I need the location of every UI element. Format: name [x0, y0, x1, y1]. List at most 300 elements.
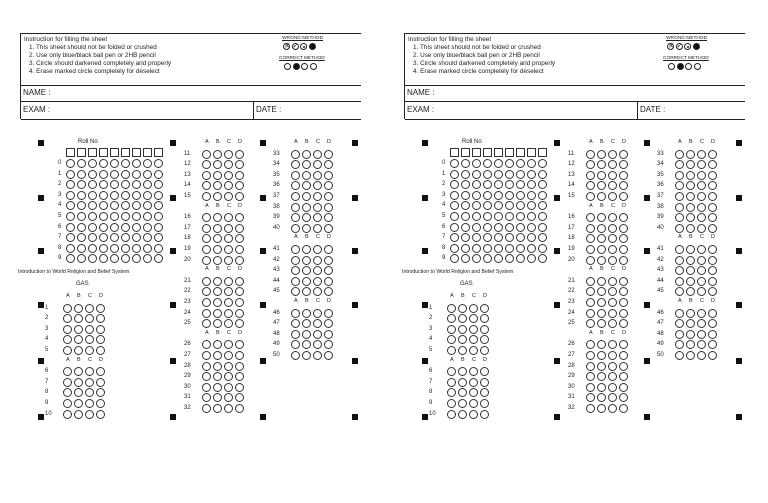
roll-bubble[interactable]: [538, 212, 547, 221]
answer-bubble[interactable]: [213, 404, 222, 413]
answer-bubble[interactable]: [697, 351, 706, 360]
roll-bubble[interactable]: [483, 159, 492, 168]
answer-bubble[interactable]: [697, 340, 706, 349]
answer-bubble[interactable]: [686, 192, 695, 201]
answer-bubble[interactable]: [291, 203, 300, 212]
answer-bubble[interactable]: [291, 256, 300, 265]
answer-bubble[interactable]: [291, 266, 300, 275]
answer-bubble[interactable]: [608, 372, 617, 381]
answer-bubble[interactable]: [235, 383, 244, 392]
answer-bubble[interactable]: [619, 404, 628, 413]
roll-bubble[interactable]: [77, 212, 86, 221]
answer-bubble[interactable]: [74, 399, 83, 408]
answer-bubble[interactable]: [291, 192, 300, 201]
roll-bubble[interactable]: [121, 233, 130, 242]
roll-bubble[interactable]: [66, 233, 75, 242]
answer-bubble[interactable]: [85, 304, 94, 313]
roll-bubble[interactable]: [99, 233, 108, 242]
answer-bubble[interactable]: [608, 383, 617, 392]
answer-bubble[interactable]: [324, 287, 333, 296]
answer-bubble[interactable]: [619, 277, 628, 286]
answer-bubble[interactable]: [63, 325, 72, 334]
roll-bubble[interactable]: [99, 180, 108, 189]
roll-bubble[interactable]: [472, 180, 481, 189]
roll-bubble[interactable]: [461, 223, 470, 232]
answer-bubble[interactable]: [224, 404, 233, 413]
answer-bubble[interactable]: [597, 224, 606, 233]
answer-bubble[interactable]: [291, 171, 300, 180]
answer-bubble[interactable]: [202, 351, 211, 360]
answer-bubble[interactable]: [224, 393, 233, 402]
answer-bubble[interactable]: [608, 234, 617, 243]
roll-bubble[interactable]: [494, 201, 503, 210]
answer-bubble[interactable]: [224, 372, 233, 381]
answer-bubble[interactable]: [708, 266, 717, 275]
answer-bubble[interactable]: [608, 287, 617, 296]
answer-bubble[interactable]: [458, 335, 467, 344]
roll-bubble[interactable]: [132, 233, 141, 242]
roll-bubble[interactable]: [132, 244, 141, 253]
answer-bubble[interactable]: [202, 245, 211, 254]
answer-bubble[interactable]: [608, 309, 617, 318]
roll-no-box[interactable]: [88, 148, 97, 157]
roll-no-box[interactable]: [77, 148, 86, 157]
answer-bubble[interactable]: [619, 298, 628, 307]
answer-bubble[interactable]: [675, 192, 684, 201]
roll-bubble[interactable]: [472, 223, 481, 232]
answer-bubble[interactable]: [202, 224, 211, 233]
roll-bubble[interactable]: [505, 223, 514, 232]
roll-bubble[interactable]: [538, 180, 547, 189]
answer-bubble[interactable]: [586, 181, 595, 190]
answer-bubble[interactable]: [708, 160, 717, 169]
roll-bubble[interactable]: [77, 233, 86, 242]
answer-bubble[interactable]: [74, 304, 83, 313]
roll-bubble[interactable]: [77, 244, 86, 253]
answer-bubble[interactable]: [708, 351, 717, 360]
answer-bubble[interactable]: [608, 213, 617, 222]
answer-bubble[interactable]: [213, 393, 222, 402]
answer-bubble[interactable]: [291, 181, 300, 190]
answer-bubble[interactable]: [291, 319, 300, 328]
answer-bubble[interactable]: [480, 304, 489, 313]
answer-bubble[interactable]: [202, 160, 211, 169]
answer-bubble[interactable]: [686, 181, 695, 190]
answer-bubble[interactable]: [302, 192, 311, 201]
answer-bubble[interactable]: [675, 330, 684, 339]
roll-bubble[interactable]: [505, 191, 514, 200]
answer-bubble[interactable]: [213, 150, 222, 159]
roll-bubble[interactable]: [110, 159, 119, 168]
roll-bubble[interactable]: [450, 201, 459, 210]
answer-bubble[interactable]: [586, 309, 595, 318]
answer-bubble[interactable]: [235, 234, 244, 243]
roll-bubble[interactable]: [110, 254, 119, 263]
answer-bubble[interactable]: [586, 224, 595, 233]
answer-bubble[interactable]: [302, 340, 311, 349]
answer-bubble[interactable]: [675, 160, 684, 169]
answer-bubble[interactable]: [63, 367, 72, 376]
answer-bubble[interactable]: [597, 150, 606, 159]
roll-bubble[interactable]: [154, 170, 163, 179]
roll-bubble[interactable]: [110, 244, 119, 253]
answer-bubble[interactable]: [586, 351, 595, 360]
roll-bubble[interactable]: [527, 233, 536, 242]
answer-bubble[interactable]: [469, 367, 478, 376]
answer-bubble[interactable]: [586, 298, 595, 307]
roll-bubble[interactable]: [77, 254, 86, 263]
roll-no-box[interactable]: [472, 148, 481, 157]
answer-bubble[interactable]: [686, 203, 695, 212]
roll-bubble[interactable]: [516, 233, 525, 242]
answer-bubble[interactable]: [675, 266, 684, 275]
roll-no-box[interactable]: [110, 148, 119, 157]
answer-bubble[interactable]: [224, 309, 233, 318]
roll-bubble[interactable]: [143, 170, 152, 179]
answer-bubble[interactable]: [213, 256, 222, 265]
answer-bubble[interactable]: [302, 213, 311, 222]
roll-bubble[interactable]: [88, 201, 97, 210]
answer-bubble[interactable]: [480, 399, 489, 408]
answer-bubble[interactable]: [597, 160, 606, 169]
roll-bubble[interactable]: [494, 244, 503, 253]
roll-bubble[interactable]: [516, 191, 525, 200]
roll-bubble[interactable]: [154, 254, 163, 263]
answer-bubble[interactable]: [608, 362, 617, 371]
answer-bubble[interactable]: [619, 319, 628, 328]
roll-bubble[interactable]: [527, 170, 536, 179]
roll-no-box[interactable]: [450, 148, 459, 157]
roll-bubble[interactable]: [99, 159, 108, 168]
answer-bubble[interactable]: [224, 362, 233, 371]
roll-bubble[interactable]: [88, 180, 97, 189]
roll-bubble[interactable]: [110, 233, 119, 242]
roll-bubble[interactable]: [143, 159, 152, 168]
answer-bubble[interactable]: [96, 346, 105, 355]
answer-bubble[interactable]: [202, 362, 211, 371]
answer-bubble[interactable]: [458, 410, 467, 419]
answer-bubble[interactable]: [324, 319, 333, 328]
roll-bubble[interactable]: [516, 244, 525, 253]
answer-bubble[interactable]: [313, 203, 322, 212]
answer-bubble[interactable]: [235, 298, 244, 307]
name-field[interactable]: NAME :: [23, 88, 51, 97]
answer-bubble[interactable]: [85, 399, 94, 408]
roll-bubble[interactable]: [538, 223, 547, 232]
answer-bubble[interactable]: [586, 319, 595, 328]
answer-bubble[interactable]: [447, 304, 456, 313]
answer-bubble[interactable]: [213, 160, 222, 169]
answer-bubble[interactable]: [619, 171, 628, 180]
answer-bubble[interactable]: [235, 181, 244, 190]
answer-bubble[interactable]: [313, 277, 322, 286]
answer-bubble[interactable]: [302, 266, 311, 275]
answer-bubble[interactable]: [708, 340, 717, 349]
answer-bubble[interactable]: [469, 346, 478, 355]
answer-bubble[interactable]: [235, 277, 244, 286]
answer-bubble[interactable]: [597, 213, 606, 222]
roll-no-box[interactable]: [66, 148, 75, 157]
answer-bubble[interactable]: [586, 393, 595, 402]
answer-bubble[interactable]: [213, 372, 222, 381]
answer-bubble[interactable]: [313, 192, 322, 201]
answer-bubble[interactable]: [586, 372, 595, 381]
answer-bubble[interactable]: [313, 330, 322, 339]
answer-bubble[interactable]: [686, 150, 695, 159]
answer-bubble[interactable]: [235, 171, 244, 180]
answer-bubble[interactable]: [469, 378, 478, 387]
answer-bubble[interactable]: [235, 192, 244, 201]
answer-bubble[interactable]: [213, 171, 222, 180]
answer-bubble[interactable]: [74, 325, 83, 334]
answer-bubble[interactable]: [708, 277, 717, 286]
answer-bubble[interactable]: [291, 150, 300, 159]
answer-bubble[interactable]: [708, 192, 717, 201]
answer-bubble[interactable]: [469, 410, 478, 419]
answer-bubble[interactable]: [686, 319, 695, 328]
answer-bubble[interactable]: [324, 245, 333, 254]
answer-bubble[interactable]: [302, 256, 311, 265]
roll-bubble[interactable]: [538, 201, 547, 210]
roll-bubble[interactable]: [472, 191, 481, 200]
answer-bubble[interactable]: [675, 287, 684, 296]
answer-bubble[interactable]: [213, 213, 222, 222]
answer-bubble[interactable]: [63, 314, 72, 323]
roll-bubble[interactable]: [88, 244, 97, 253]
answer-bubble[interactable]: [597, 181, 606, 190]
answer-bubble[interactable]: [586, 192, 595, 201]
answer-bubble[interactable]: [675, 150, 684, 159]
roll-bubble[interactable]: [527, 254, 536, 263]
roll-bubble[interactable]: [483, 223, 492, 232]
answer-bubble[interactable]: [313, 256, 322, 265]
answer-bubble[interactable]: [302, 245, 311, 254]
answer-bubble[interactable]: [697, 287, 706, 296]
roll-bubble[interactable]: [450, 191, 459, 200]
roll-bubble[interactable]: [538, 170, 547, 179]
roll-no-box[interactable]: [461, 148, 470, 157]
roll-bubble[interactable]: [472, 244, 481, 253]
answer-bubble[interactable]: [324, 277, 333, 286]
roll-bubble[interactable]: [110, 212, 119, 221]
answer-bubble[interactable]: [597, 277, 606, 286]
answer-bubble[interactable]: [708, 287, 717, 296]
answer-bubble[interactable]: [675, 224, 684, 233]
answer-bubble[interactable]: [324, 266, 333, 275]
answer-bubble[interactable]: [224, 383, 233, 392]
answer-bubble[interactable]: [202, 287, 211, 296]
answer-bubble[interactable]: [235, 224, 244, 233]
answer-bubble[interactable]: [202, 181, 211, 190]
roll-bubble[interactable]: [494, 223, 503, 232]
roll-bubble[interactable]: [110, 223, 119, 232]
roll-bubble[interactable]: [132, 212, 141, 221]
exam-field[interactable]: EXAM :: [407, 105, 435, 114]
answer-bubble[interactable]: [597, 245, 606, 254]
roll-bubble[interactable]: [450, 233, 459, 242]
roll-bubble[interactable]: [494, 191, 503, 200]
roll-no-box[interactable]: [121, 148, 130, 157]
roll-bubble[interactable]: [121, 254, 130, 263]
answer-bubble[interactable]: [85, 325, 94, 334]
roll-bubble[interactable]: [538, 233, 547, 242]
roll-bubble[interactable]: [99, 212, 108, 221]
answer-bubble[interactable]: [619, 192, 628, 201]
answer-bubble[interactable]: [586, 340, 595, 349]
answer-bubble[interactable]: [608, 340, 617, 349]
answer-bubble[interactable]: [675, 319, 684, 328]
roll-no-box[interactable]: [99, 148, 108, 157]
roll-bubble[interactable]: [505, 254, 514, 263]
roll-no-box[interactable]: [516, 148, 525, 157]
roll-bubble[interactable]: [494, 254, 503, 263]
answer-bubble[interactable]: [235, 362, 244, 371]
answer-bubble[interactable]: [480, 335, 489, 344]
answer-bubble[interactable]: [302, 330, 311, 339]
answer-bubble[interactable]: [447, 378, 456, 387]
answer-bubble[interactable]: [619, 351, 628, 360]
answer-bubble[interactable]: [597, 340, 606, 349]
roll-bubble[interactable]: [110, 191, 119, 200]
roll-bubble[interactable]: [483, 244, 492, 253]
roll-bubble[interactable]: [143, 223, 152, 232]
roll-bubble[interactable]: [154, 159, 163, 168]
answer-bubble[interactable]: [697, 203, 706, 212]
answer-bubble[interactable]: [597, 383, 606, 392]
answer-bubble[interactable]: [324, 213, 333, 222]
roll-bubble[interactable]: [450, 159, 459, 168]
answer-bubble[interactable]: [458, 346, 467, 355]
answer-bubble[interactable]: [675, 340, 684, 349]
answer-bubble[interactable]: [213, 383, 222, 392]
answer-bubble[interactable]: [586, 150, 595, 159]
answer-bubble[interactable]: [447, 325, 456, 334]
answer-bubble[interactable]: [202, 256, 211, 265]
answer-bubble[interactable]: [708, 330, 717, 339]
roll-bubble[interactable]: [494, 180, 503, 189]
roll-bubble[interactable]: [88, 254, 97, 263]
answer-bubble[interactable]: [697, 319, 706, 328]
answer-bubble[interactable]: [85, 346, 94, 355]
roll-bubble[interactable]: [143, 244, 152, 253]
roll-bubble[interactable]: [483, 254, 492, 263]
answer-bubble[interactable]: [708, 171, 717, 180]
answer-bubble[interactable]: [608, 181, 617, 190]
answer-bubble[interactable]: [313, 351, 322, 360]
roll-bubble[interactable]: [121, 244, 130, 253]
roll-bubble[interactable]: [143, 191, 152, 200]
answer-bubble[interactable]: [74, 388, 83, 397]
answer-bubble[interactable]: [697, 224, 706, 233]
answer-bubble[interactable]: [302, 309, 311, 318]
answer-bubble[interactable]: [675, 181, 684, 190]
roll-bubble[interactable]: [483, 180, 492, 189]
roll-bubble[interactable]: [472, 201, 481, 210]
answer-bubble[interactable]: [324, 224, 333, 233]
answer-bubble[interactable]: [213, 181, 222, 190]
roll-bubble[interactable]: [66, 244, 75, 253]
answer-bubble[interactable]: [63, 378, 72, 387]
answer-bubble[interactable]: [213, 192, 222, 201]
roll-bubble[interactable]: [154, 180, 163, 189]
roll-bubble[interactable]: [66, 180, 75, 189]
answer-bubble[interactable]: [313, 224, 322, 233]
answer-bubble[interactable]: [447, 367, 456, 376]
roll-bubble[interactable]: [527, 212, 536, 221]
answer-bubble[interactable]: [608, 404, 617, 413]
answer-bubble[interactable]: [202, 309, 211, 318]
name-field[interactable]: NAME :: [407, 88, 435, 97]
roll-bubble[interactable]: [99, 191, 108, 200]
answer-bubble[interactable]: [324, 256, 333, 265]
roll-bubble[interactable]: [505, 212, 514, 221]
answer-bubble[interactable]: [302, 287, 311, 296]
roll-bubble[interactable]: [450, 223, 459, 232]
roll-bubble[interactable]: [66, 159, 75, 168]
answer-bubble[interactable]: [619, 245, 628, 254]
answer-bubble[interactable]: [697, 213, 706, 222]
roll-bubble[interactable]: [483, 233, 492, 242]
roll-no-box[interactable]: [538, 148, 547, 157]
answer-bubble[interactable]: [224, 298, 233, 307]
answer-bubble[interactable]: [458, 314, 467, 323]
answer-bubble[interactable]: [697, 150, 706, 159]
answer-bubble[interactable]: [324, 330, 333, 339]
answer-bubble[interactable]: [85, 388, 94, 397]
roll-bubble[interactable]: [143, 180, 152, 189]
roll-bubble[interactable]: [88, 212, 97, 221]
answer-bubble[interactable]: [302, 319, 311, 328]
answer-bubble[interactable]: [447, 410, 456, 419]
answer-bubble[interactable]: [597, 192, 606, 201]
roll-bubble[interactable]: [483, 170, 492, 179]
answer-bubble[interactable]: [63, 399, 72, 408]
answer-bubble[interactable]: [686, 224, 695, 233]
answer-bubble[interactable]: [597, 234, 606, 243]
roll-bubble[interactable]: [121, 212, 130, 221]
roll-bubble[interactable]: [154, 223, 163, 232]
roll-bubble[interactable]: [505, 201, 514, 210]
roll-bubble[interactable]: [450, 244, 459, 253]
answer-bubble[interactable]: [313, 171, 322, 180]
answer-bubble[interactable]: [586, 245, 595, 254]
roll-bubble[interactable]: [472, 233, 481, 242]
answer-bubble[interactable]: [686, 351, 695, 360]
answer-bubble[interactable]: [224, 340, 233, 349]
answer-bubble[interactable]: [458, 378, 467, 387]
roll-bubble[interactable]: [121, 180, 130, 189]
answer-bubble[interactable]: [235, 256, 244, 265]
roll-bubble[interactable]: [461, 201, 470, 210]
answer-bubble[interactable]: [697, 171, 706, 180]
answer-bubble[interactable]: [74, 346, 83, 355]
answer-bubble[interactable]: [608, 245, 617, 254]
answer-bubble[interactable]: [708, 224, 717, 233]
answer-bubble[interactable]: [235, 393, 244, 402]
answer-bubble[interactable]: [675, 309, 684, 318]
answer-bubble[interactable]: [324, 351, 333, 360]
answer-bubble[interactable]: [202, 383, 211, 392]
answer-bubble[interactable]: [586, 404, 595, 413]
roll-bubble[interactable]: [154, 191, 163, 200]
roll-bubble[interactable]: [99, 223, 108, 232]
answer-bubble[interactable]: [686, 330, 695, 339]
roll-bubble[interactable]: [143, 233, 152, 242]
answer-bubble[interactable]: [291, 309, 300, 318]
answer-bubble[interactable]: [686, 266, 695, 275]
answer-bubble[interactable]: [63, 335, 72, 344]
answer-bubble[interactable]: [291, 351, 300, 360]
